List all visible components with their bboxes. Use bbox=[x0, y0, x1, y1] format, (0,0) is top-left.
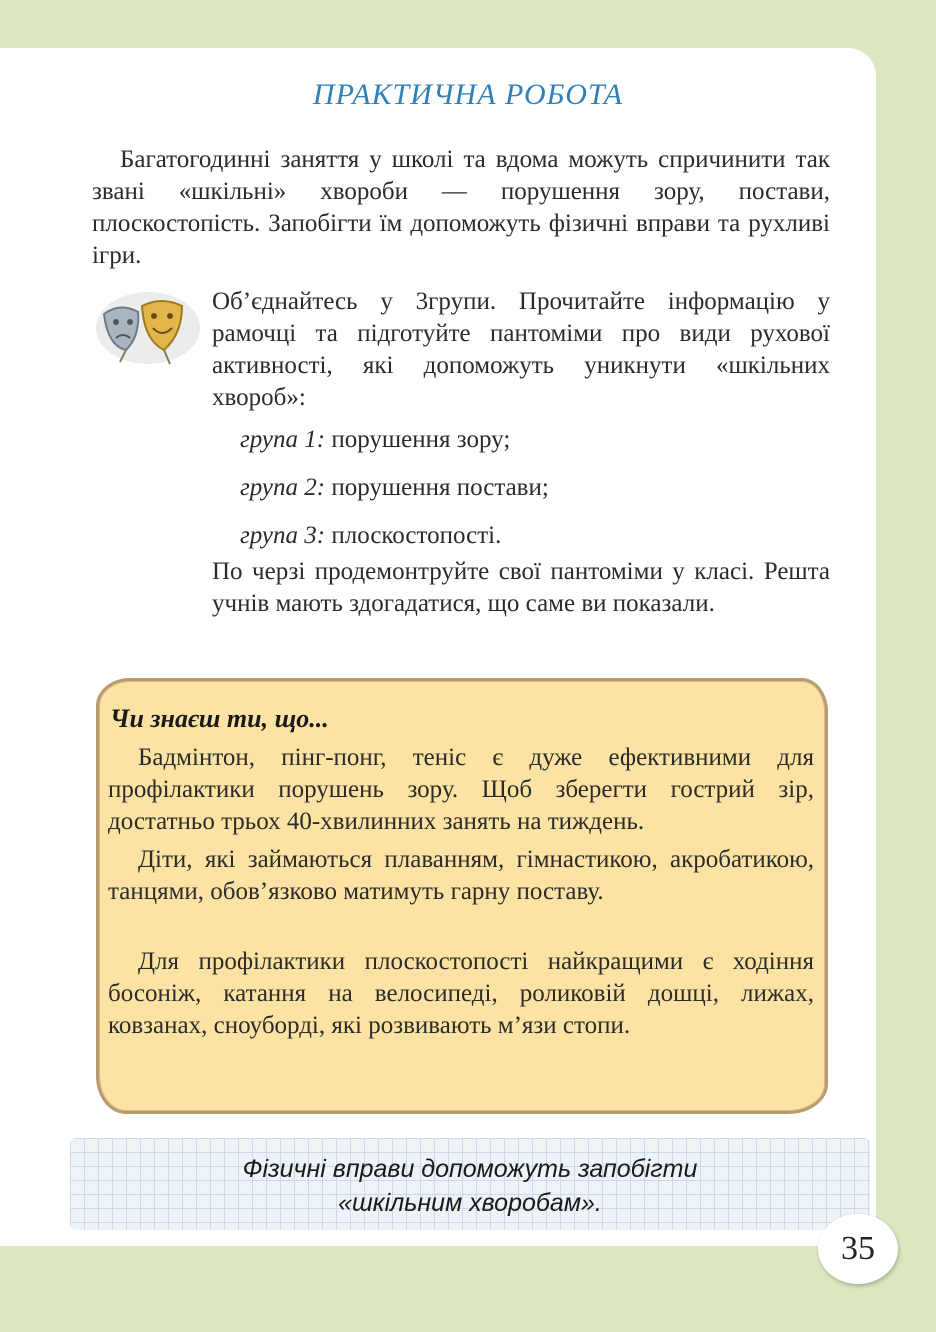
group-item bbox=[240, 420, 840, 468]
group-list bbox=[240, 420, 840, 564]
group-topic: плоскостопості. bbox=[331, 522, 502, 549]
summary-line: Фізичні вправи допоможуть запобігти bbox=[242, 1155, 698, 1183]
intro-paragraph: Багатогодинні заняття у школі та вдома можуть спричинити так звані «шкільні» хвороби — порушення зору, постави, плоскостопість. Запобігти їм допоможуть фізичні вправи та рухливі ігри. bbox=[92, 146, 830, 269]
summary-note bbox=[70, 1152, 870, 1220]
summary-line: «шкільним хворобам». bbox=[338, 1189, 602, 1217]
theatre-masks-icon bbox=[90, 288, 200, 368]
group-topic: порушення зору; bbox=[331, 426, 511, 453]
fact-paragraph: Діти, які займаються плаванням, гімнастикою, акробатикою, танцями, обов’язково матимуть гарну поставу. bbox=[108, 846, 814, 905]
task-paragraph: Об’єднайтесь у 3групи. Прочитайте інформацію у рамочці та підготуйте пантоміми про види рухової активності, які допоможуть уникнути «шкільних хвороб»: bbox=[212, 288, 830, 411]
group-topic: порушення постави; bbox=[331, 474, 549, 501]
did-you-know-title: Чи знаєш ти, що... bbox=[110, 704, 329, 733]
group-item bbox=[240, 468, 840, 516]
fact-paragraph: Для профілактики плоскостопості найкращими є ходіння босоніж, катання на велосипеді, роликовій дошці, лижах, ковзанах, сноуборді, які розвивають м’язи стопи. bbox=[108, 948, 814, 1039]
group-label: група 2: bbox=[240, 474, 326, 501]
outro-paragraph: По черзі продемонтруйте свої пантоміми у класі. Решта учнів мають здогадатися, що саме ви показали. bbox=[212, 558, 830, 617]
fact-paragraph: Бадмінтон, пінг-понг, теніс є дуже ефективними для профілактики порушень зору. Щоб зберегти гострий зір, достатньо трьох 40-хвилинних занять на тиждень. bbox=[108, 744, 814, 835]
group-label: група 1: bbox=[240, 426, 326, 453]
section-heading: ПРАКТИЧНА РОБОТА bbox=[312, 78, 624, 111]
group-label: група 3: bbox=[240, 522, 326, 549]
page-number: 35 bbox=[818, 1214, 898, 1284]
